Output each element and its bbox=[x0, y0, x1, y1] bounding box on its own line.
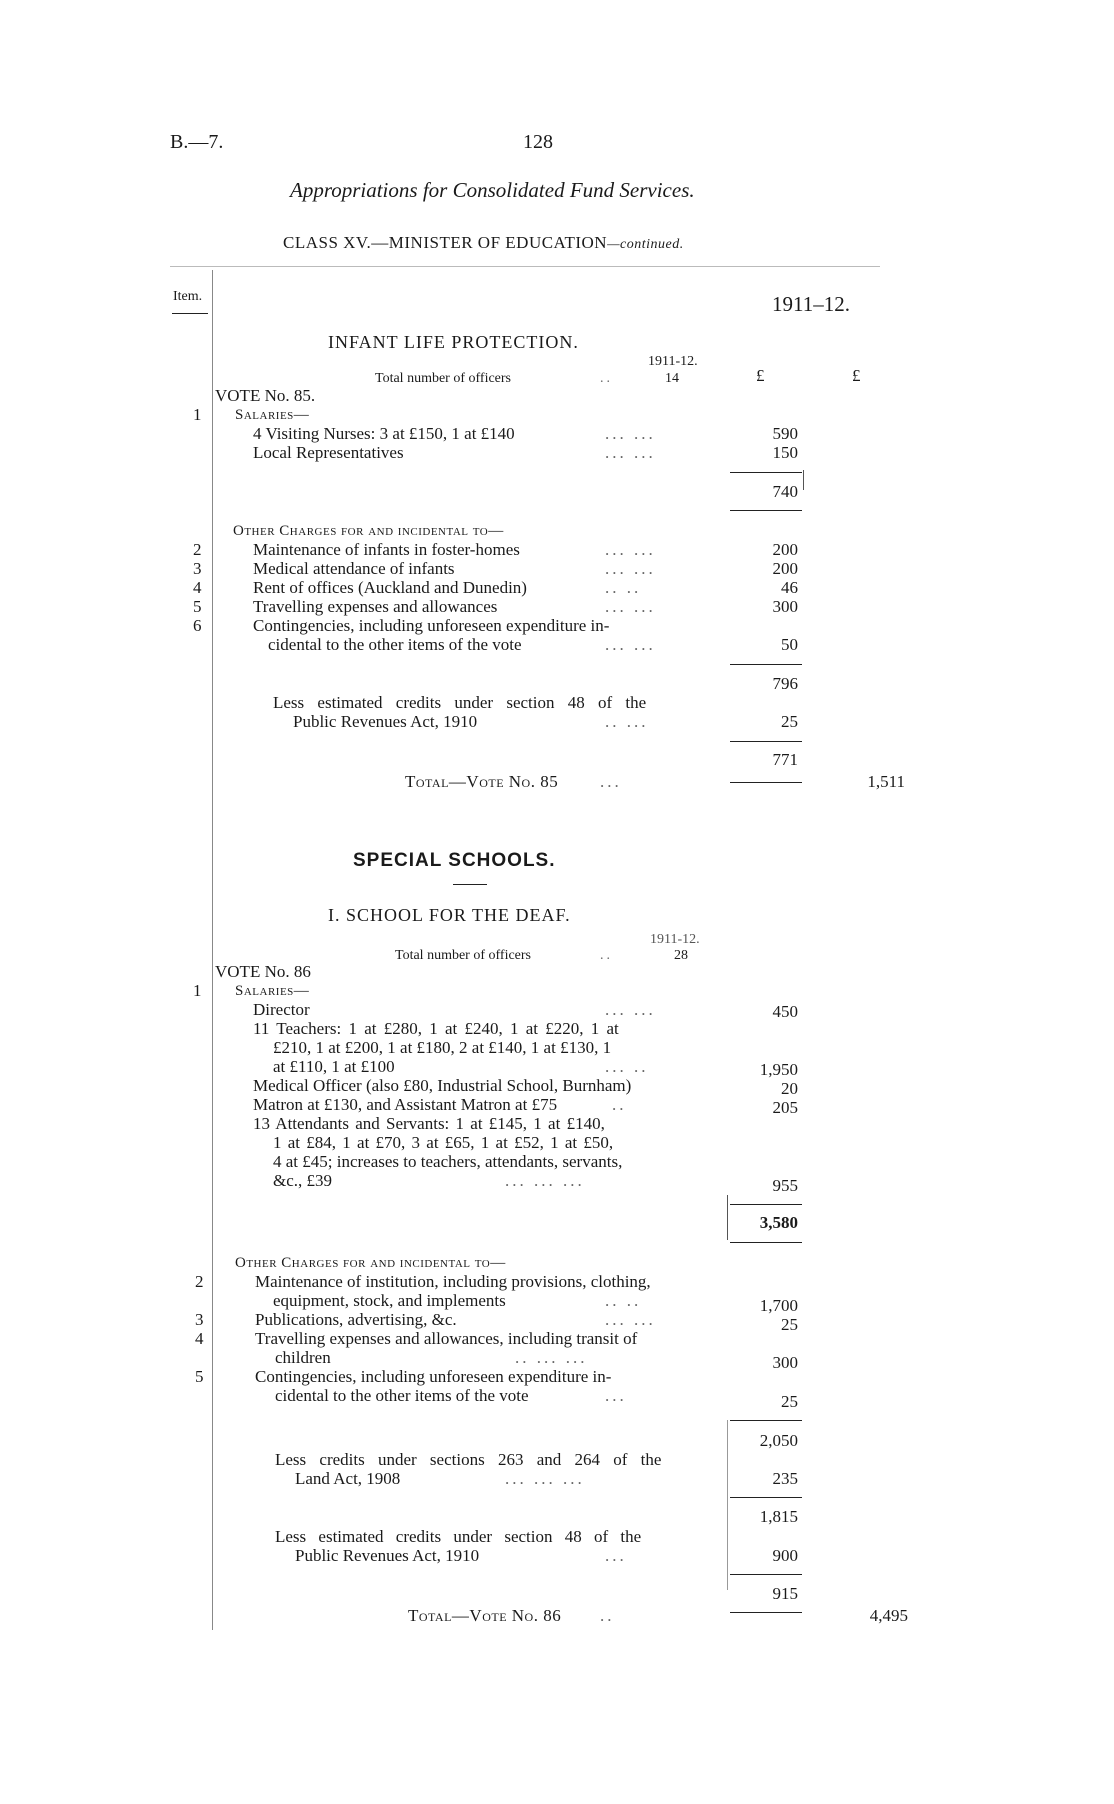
item-number: 5 bbox=[193, 597, 202, 616]
net-86: 915 bbox=[772, 1584, 798, 1603]
attendants-line-cont: &c., £39 bbox=[273, 1171, 333, 1190]
dot-leader: ... ... ... bbox=[505, 1469, 585, 1488]
dot-leader: ... bbox=[600, 772, 622, 791]
sum-rule bbox=[730, 1420, 802, 1421]
charge-amount-85: 46 bbox=[781, 578, 798, 597]
charge-line-85: Maintenance of infants in foster-homes bbox=[253, 540, 520, 559]
sum-rule bbox=[730, 1204, 802, 1205]
dot-leader: .. bbox=[612, 1095, 627, 1114]
dot-leader: ... ... bbox=[605, 1310, 656, 1329]
salaries-label-86: Salaries— bbox=[235, 983, 310, 999]
sum-rule bbox=[730, 741, 802, 742]
land-credits-line-cont: Land Act, 1908 bbox=[295, 1469, 401, 1488]
sum-rule bbox=[730, 1242, 802, 1243]
maintenance-line: Maintenance of institution, including provisions, clothing, bbox=[255, 1272, 651, 1291]
vote-label-86: VOTE No. 86 bbox=[215, 962, 311, 981]
officers-count-85: 14 bbox=[665, 371, 679, 386]
sum-rule bbox=[730, 472, 802, 473]
charge-amount-85: 50 bbox=[781, 635, 798, 654]
dot-leader: .. ... ... bbox=[515, 1348, 588, 1367]
director-amount: 450 bbox=[772, 1002, 798, 1021]
item-number: 6 bbox=[193, 616, 202, 635]
subtotal-rule-a bbox=[803, 470, 804, 490]
dot-leader: .. bbox=[600, 371, 613, 386]
vote-label-85: VOTE No. 85. bbox=[215, 386, 316, 405]
contingencies-amount: 25 bbox=[781, 1392, 798, 1411]
officers-label-86: Total number of officers bbox=[395, 948, 531, 963]
charge-amount-85: 200 bbox=[772, 540, 798, 559]
charge-line-85: Rent of offices (Auckland and Dunedin) bbox=[253, 578, 527, 597]
travelling-line-cont: children bbox=[275, 1348, 331, 1367]
charge-amount-85: 300 bbox=[772, 597, 798, 616]
salaries-total-86: 3,580 bbox=[759, 1213, 798, 1232]
page-title: Appropriations for Consolidated Fund Services. bbox=[290, 178, 695, 202]
sum-rule bbox=[730, 664, 802, 665]
dot-leader: ... ... bbox=[605, 424, 656, 443]
attendants-line-cont: 1 at £84, 1 at £70, 3 at £65, 1 at £52, 1 at £50, bbox=[273, 1133, 614, 1152]
director-line: Director bbox=[253, 1000, 310, 1019]
dot-leader: ... ... ... bbox=[505, 1171, 585, 1190]
attendants-line: 13 Attendants and Servants: 1 at £145, 1 at £140, bbox=[253, 1114, 605, 1133]
item-number: 1 bbox=[193, 981, 202, 1000]
dot-leader: ... bbox=[605, 1546, 627, 1565]
charge-line-85-cont: cidental to the other items of the vote bbox=[268, 635, 522, 654]
dot-leader: .. bbox=[600, 1606, 615, 1625]
sum-rule bbox=[730, 1574, 802, 1575]
item-number: 4 bbox=[193, 578, 202, 597]
total-rule bbox=[730, 782, 802, 783]
medical-officer-line: Medical Officer (also £80, Industrial School, Burnham) bbox=[253, 1076, 632, 1095]
teachers-line-cont: £210, 1 at £200, 1 at £180, 2 at £140, 1 at £130, 1 bbox=[273, 1038, 612, 1057]
dot-leader: ... ... bbox=[605, 1000, 656, 1019]
heading-rule bbox=[453, 884, 487, 885]
item-number: 3 bbox=[193, 559, 202, 578]
salary-line-85: 4 Visiting Nurses: 3 at £150, 1 at £140 bbox=[253, 424, 515, 443]
class-continued: —continued. bbox=[607, 237, 684, 252]
other-charges-label-85: Other Charges for and incidental to— bbox=[233, 523, 504, 539]
salary-line-85: Local Representatives bbox=[253, 443, 404, 462]
credits-amount-86: 900 bbox=[772, 1546, 798, 1565]
credits-amount-85: 25 bbox=[781, 712, 798, 731]
total-label-85: Total—Vote No. 85 bbox=[405, 772, 559, 791]
item-column-rule bbox=[212, 270, 213, 1630]
medical-officer-amount: 20 bbox=[781, 1079, 798, 1098]
total-rule bbox=[730, 1612, 802, 1613]
class-heading bbox=[283, 233, 684, 255]
total-amount-85: 1,511 bbox=[867, 772, 905, 791]
item-number: 3 bbox=[195, 1310, 204, 1329]
charge-line-85: Contingencies, including unforeseen expenditure in- bbox=[253, 616, 610, 635]
teachers-amount: 1,950 bbox=[759, 1060, 798, 1079]
item-number: 5 bbox=[195, 1367, 204, 1386]
officers-year-85: 1911-12. bbox=[648, 354, 698, 369]
matron-amount: 205 bbox=[772, 1098, 798, 1117]
sum-rule bbox=[730, 1497, 802, 1498]
dot-leader: ... ... bbox=[605, 635, 656, 654]
after-land-86: 1,815 bbox=[759, 1507, 798, 1526]
pound-column-1: £ bbox=[756, 366, 765, 385]
class-line: CLASS XV.—MINISTER OF EDUCATION bbox=[283, 233, 608, 252]
page-ref: B.—7. bbox=[170, 131, 224, 153]
year-column-label: 1911–12. bbox=[772, 292, 850, 316]
special-schools-heading: SPECIAL SCHOOLS. bbox=[353, 850, 556, 871]
sum-rule bbox=[730, 510, 802, 511]
dot-leader: ... ... bbox=[605, 443, 656, 462]
dot-leader: .. .. bbox=[605, 578, 642, 597]
salaries-total-85: 740 bbox=[772, 482, 798, 501]
item-number: 1 bbox=[193, 405, 202, 424]
maintenance-line-cont: equipment, stock, and implements bbox=[273, 1291, 506, 1310]
contingencies-line-cont: cidental to the other items of the vote bbox=[275, 1386, 529, 1405]
publications-amount: 25 bbox=[781, 1315, 798, 1334]
land-credits-line: Less credits under sections 263 and 264 of the bbox=[275, 1450, 662, 1469]
charge-line-85: Medical attendance of infants bbox=[253, 559, 455, 578]
maintenance-amount: 1,700 bbox=[759, 1296, 798, 1315]
dot-leader: ... bbox=[605, 1386, 627, 1405]
teachers-line: 11 Teachers: 1 at £280, 1 at £240, 1 at £220, 1 at bbox=[253, 1019, 619, 1038]
dot-leader: ... ... bbox=[605, 597, 656, 616]
dot-leader: .. .. bbox=[605, 1291, 642, 1310]
salary-amount-85: 590 bbox=[772, 424, 798, 443]
dot-leader: .. bbox=[600, 948, 613, 963]
credits-line-86: Less estimated credits under section 48 of the bbox=[275, 1527, 642, 1546]
item-label-rule bbox=[172, 313, 208, 314]
item-number: 2 bbox=[195, 1272, 204, 1291]
pound-column-2: £ bbox=[852, 366, 861, 385]
subtotal-86: 2,050 bbox=[759, 1431, 798, 1450]
teachers-line-cont: at £110, 1 at £100 bbox=[273, 1057, 395, 1076]
item-number: 4 bbox=[195, 1329, 204, 1348]
other-charges-label-86: Other Charges for and incidental to— bbox=[235, 1255, 506, 1271]
credits-line-86-cont: Public Revenues Act, 1910 bbox=[295, 1546, 480, 1565]
charge-amount-85: 200 bbox=[772, 559, 798, 578]
net-85: 771 bbox=[772, 750, 798, 769]
officers-year-86: 1911-12. bbox=[650, 932, 700, 947]
publications-line: Publications, advertising, &c. bbox=[255, 1310, 457, 1329]
item-number: 2 bbox=[193, 540, 202, 559]
salary-amount-85: 150 bbox=[772, 443, 798, 462]
credits-line-85: Less estimated credits under section 48 of the bbox=[273, 693, 647, 712]
officers-count-86: 28 bbox=[674, 948, 688, 963]
matron-line: Matron at £130, and Assistant Matron at £75 bbox=[253, 1095, 558, 1114]
header-rule bbox=[170, 266, 880, 267]
travelling-amount: 300 bbox=[772, 1353, 798, 1372]
section-title-deaf: I. SCHOOL FOR THE DEAF. bbox=[328, 905, 571, 925]
land-credits-amount: 235 bbox=[772, 1469, 798, 1488]
dot-leader: ... .. bbox=[605, 1057, 649, 1076]
section-title-infant: INFANT LIFE PROTECTION. bbox=[328, 332, 579, 352]
dot-leader: .. ... bbox=[605, 712, 649, 731]
item-column-label: Item. bbox=[173, 289, 203, 304]
charge-line-85: Travelling expenses and allowances bbox=[253, 597, 498, 616]
credits-line-85-cont: Public Revenues Act, 1910 bbox=[293, 712, 478, 731]
dot-leader: ... ... bbox=[605, 540, 656, 559]
subtotal-85: 796 bbox=[772, 674, 798, 693]
total-amount-86: 4,495 bbox=[869, 1606, 908, 1625]
page-number: 128 bbox=[523, 131, 553, 153]
salaries-label-85: Salaries— bbox=[235, 407, 310, 423]
attendants-line-cont: 4 at £45; increases to teachers, attendants, servants, bbox=[273, 1152, 623, 1171]
attendants-amount: 955 bbox=[772, 1176, 798, 1195]
total-label-86: Total—Vote No. 86 bbox=[408, 1606, 562, 1625]
officers-label-85: Total number of officers bbox=[375, 371, 511, 386]
travelling-line: Travelling expenses and allowances, including transit of bbox=[255, 1329, 638, 1348]
contingencies-line: Contingencies, including unforeseen expenditure in- bbox=[255, 1367, 612, 1386]
dot-leader: ... ... bbox=[605, 559, 656, 578]
